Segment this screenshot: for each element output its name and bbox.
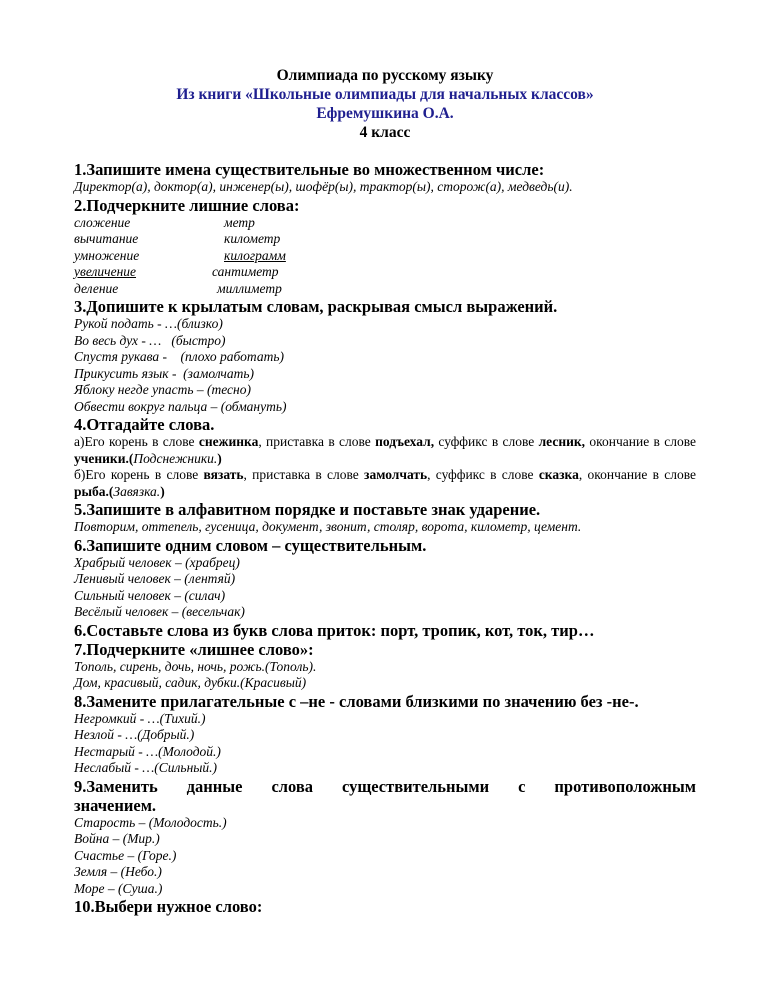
task-6b-heading: 6.Составьте слова из букв слова приток: порт, тропик, кот, ток, тир…	[74, 620, 595, 640]
task-6-line: Сильный человек – (силач)	[74, 587, 226, 603]
task-3-line: Спустя рукава - (плохо работать)	[74, 349, 284, 364]
task-2-row	[74, 281, 696, 298]
doc-grade: 4 класс	[359, 124, 411, 141]
task-8-line: Нестарый - …(Молодой.)	[74, 743, 221, 759]
task-2-row	[74, 215, 696, 232]
task-8-line: Неслабый - …(Сильный.)	[74, 760, 218, 775]
task-6-line: Весёлый человек – (весельчак)	[74, 604, 245, 619]
task-2-word: сантиметр	[212, 264, 279, 279]
task-1-heading: 1.Запишите имена существительные во множественном числе:	[74, 160, 545, 179]
task-6-line: Ленивый человек – (лентяй)	[74, 571, 236, 586]
task-4-riddle-b: б)Его корень в слове вязать, приставка в слове замолчать, суффикс в слове сказка, окончание в слове рыба.(Завязка.)	[74, 467, 697, 499]
task-4-heading: 4.Отгадайте слова.	[74, 415, 215, 434]
task-2-heading: 2.Подчеркните лишние слова:	[74, 195, 300, 215]
task-3-line: Рукой подать - …(близко)	[74, 316, 223, 331]
task-7-line: Дом, красивый, садик, дубки.(Красивый)	[74, 675, 307, 690]
task-3-line: Обвести вокруг пальца – (обмануть)	[74, 398, 287, 414]
task-4-riddle-a: а)Его корень в слове снежинка, приставка в слове подъехал, суффикс в слове лесник, окончание в слове ученики.(Подснежники.)	[74, 434, 696, 466]
task-2-word: метр	[224, 214, 255, 230]
task-2-word: миллиметр	[217, 280, 282, 296]
task-3-line: Прикусить язык - (замолчать)	[74, 365, 255, 381]
task-2-word: километр	[224, 231, 281, 246]
task-7-heading: 7.Подчеркните «лишнее слово»:	[74, 639, 314, 659]
task-2-word: вычитание	[74, 231, 139, 246]
task-3-heading: 3.Допишите к крылатым словам, раскрывая смысл выражений.	[74, 297, 558, 316]
task-2-row	[74, 264, 696, 281]
task-6-line: Храбрый человек – (храбрец)	[74, 554, 240, 570]
task-5-heading: 5.Запишите в алфавитном порядке и поставьте знак ударение.	[74, 500, 541, 519]
task-2-row	[74, 231, 696, 248]
task-9-line: Земля – (Небо.)	[74, 864, 162, 879]
task-2-row	[74, 248, 696, 265]
task-2-word-underlined: килограмм	[224, 247, 286, 263]
task-9-heading-cont: значением.	[74, 795, 157, 815]
task-8-heading: 8.Замените прилагательные с –не - словами близкими по значению без -не-.	[74, 691, 639, 711]
task-8-line: Негромкий - …(Тихий.)	[74, 710, 206, 726]
task-5-text: Повторим, оттепель, гусеница, документ, звонит, столяр, ворота, километр, цемент.	[74, 519, 582, 534]
task-9-line: Старость – (Молодость.)	[74, 814, 227, 830]
task-3-line: Во весь дух - … (быстро)	[74, 332, 226, 348]
task-1-text: Директор(а), доктор(а), инженер(ы), шофёр(ы), трактор(ы), сторож(а), медведь(и).	[74, 179, 573, 194]
task-10-heading: 10.Выбери нужное слово:	[74, 897, 263, 916]
task-3-line: Яблоку негде упасть – (тесно)	[74, 382, 251, 397]
task-6-heading: 6.Запишите одним словом – существительным.	[74, 535, 427, 555]
task-2-word: умножение	[74, 247, 140, 263]
document-page	[74, 66, 696, 916]
task-2-word: деление	[74, 280, 119, 296]
task-9-line: Море – (Суша.)	[74, 880, 163, 896]
doc-author: Ефремушкина О.А.	[316, 105, 454, 122]
task-9-line: Война – (Мир.)	[74, 831, 160, 846]
task-7-line: Тополь, сирень, дочь, ночь, рожь.(Тополь).	[74, 658, 317, 674]
task-8-line: Незлой - …(Добрый.)	[74, 727, 195, 742]
task-9-heading: 9.Заменить данные слова существительными с противоположным	[74, 776, 696, 796]
task-2-word: сложение	[74, 214, 131, 230]
task-2-word-underlined: увеличение	[74, 264, 137, 279]
doc-title: Олимпиада по русскому языку	[276, 67, 494, 84]
doc-source: Из книги «Школьные олимпиады для начальных классов»	[176, 86, 594, 103]
task-9-line: Счастье – (Горе.)	[74, 847, 177, 863]
